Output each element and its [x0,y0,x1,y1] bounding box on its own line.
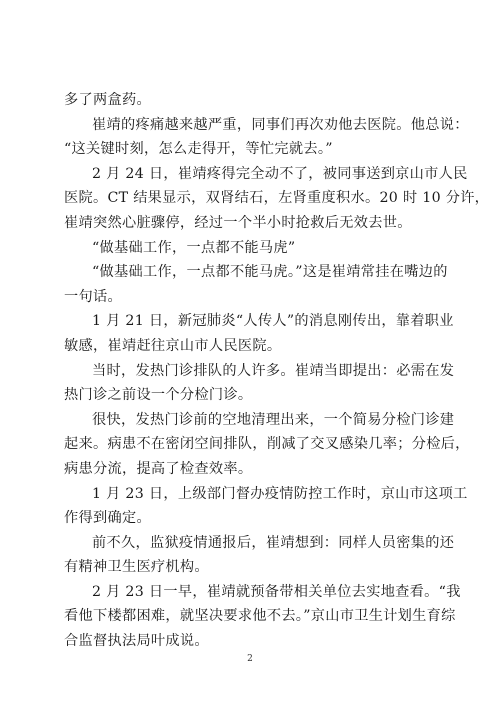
document-body-text [64,88,490,654]
text-line: 当时，发热门诊排队的人许多。崔靖当即提出：必需在发 [92,362,455,379]
text-line: 一句话。 [64,288,122,305]
text-line: 看他下楼都困难，就坚决要求他不去。”京山市卫生计划生育综 [64,608,456,625]
text-line: 医院。CT 结果显示，双肾结石，左肾重度积水。20 时 10 分许， [64,190,490,207]
page-number: 2 [247,654,253,664]
text-line: 2 月 24 日，崔靖疼得完全动不了，被同事送到京山市人民 [92,165,468,182]
text-line: “这关键时刻，怎么走得开，等忙完就去。” [64,141,333,158]
text-line: 崔靖突然心脏骤停，经过一个半小时抢救后无效去世。 [64,214,412,231]
text-line: 有精神卫生医疗机构。 [64,559,209,576]
text-line: 起来。病患不在密闭空间排队，削减了交叉感染几率；分检后， [64,436,470,453]
text-line: 热门诊之前设一个分检门诊。 [64,387,253,404]
text-line: 很快，发热门诊前的空地清理出来，一个简易分检门诊建 [92,411,455,428]
text-line: 1 月 23 日，上级部门督办疫情防控工作时，京山市这项工 [92,485,468,502]
text-line: 作得到确定。 [64,510,151,527]
text-line: 1 月 21 日，新冠肺炎“人传人”的消息刚传出，靠着职业 [92,313,454,330]
text-line: “做基础工作，一点都不能马虎。”这是崔靖常挂在嘴边的 [92,264,448,281]
text-line: 病患分流，提高了检查效率。 [64,460,253,477]
text-line: 敏感，崔靖赶往京山市人民医院。 [64,337,282,354]
text-line: “做基础工作，一点都不能马虎” [92,239,296,256]
text-line: 崔靖的疼痛越来越严重，同事们再次劝他去医院。他总说： [92,116,469,133]
text-line: 合监督执法局叶成说。 [64,633,209,650]
text-line: 多了两盒药。 [64,92,151,108]
text-line: 前不久，监狱疫情通报后，崔靖想到：同样人员密集的还 [92,534,455,551]
text-line: 2 月 23 日一早，崔靖就预备带相关单位去实地查看。“我 [92,583,461,600]
